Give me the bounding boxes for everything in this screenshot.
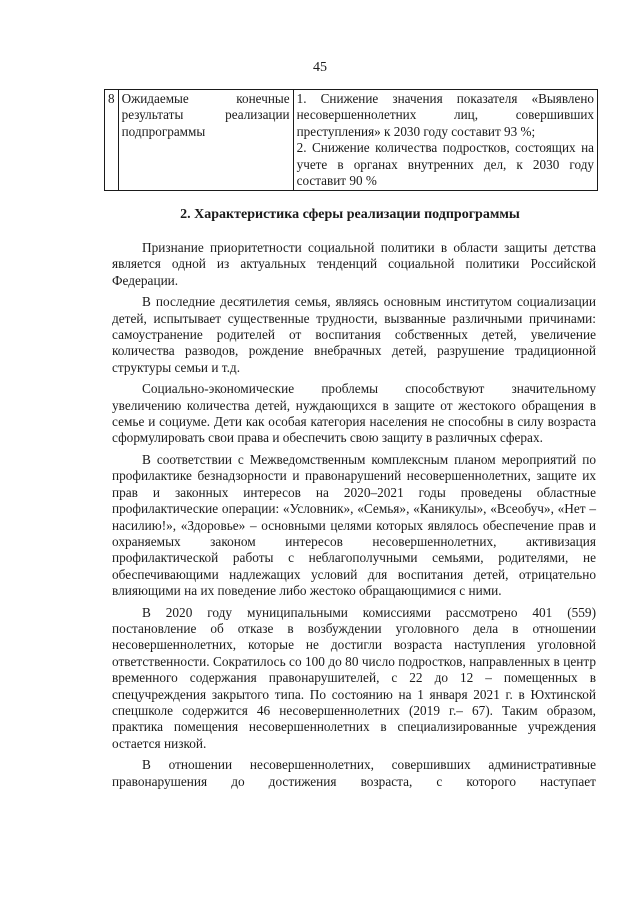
result-item-2: 2. Снижение количества подростков, состоящих на учете в органах внутренних дел, к 2030 году составит 90 % bbox=[296, 140, 594, 189]
subprogram-summary-table bbox=[104, 89, 598, 191]
paragraph-5: В 2020 году муниципальными комиссиями рассмотрено 401 (559) постановление об отказе в возбуждении уголовного дела в отношении несовершеннолетних, которые не достигли возраста наступления уголовной ответственности. Сократилось со 100 до 80 число подростков, направленных в центр временного содержания правонарушителей, с 22 до 12 – помещенных в спецучреждения закрытого типа. По состоянию на 1 января 2021 г. в Юхтинской спецшколе содержится 46 несовершеннолетних (2019 г.– 67). Таким образом, практика помещения несовершеннолетних в специализированные учреждения остается низкой. bbox=[112, 604, 596, 751]
row-name-cell: Ожидаемые конечные результаты реализации подпрограммы bbox=[118, 90, 293, 191]
paragraph-1: Признание приоритетности социальной политики в области защиты детства является одной из актуальных тенденций социальной политики Российской Федерации. bbox=[112, 240, 596, 288]
result-item-1: 1. Снижение значения показателя «Выявлено несовершеннолетних лиц, совершивших преступления» к 2030 году составит 93 %; bbox=[296, 91, 594, 139]
paragraph-4: В соответствии с Межведомственным комплексным планом мероприятий по профилактике безнадзорности и правонарушений несовершеннолетних, защите их прав и законных интересов на 2020–2021 годы проведены областные профилактические операции: «Условник», «Семья», «Каникулы», «Всеобуч», «Нет – насилию!», «Здоровье» – основными целями которых являлось обеспечение прав и охраняемых законом интересов несовершеннолетних, активизация профилактической работы с неблагополучными семьями, родителями, не обеспечивающими надлежащих условий для воспитания детей, отрицательно влияющими на их поведение либо жестоко обращающимися с ними. bbox=[112, 451, 596, 599]
table-row bbox=[105, 90, 598, 191]
paragraph-6: В отношении несовершеннолетних, совершивших административные правонарушения до достижения возраста, с которого наступает bbox=[112, 757, 596, 789]
paragraph-2: В последние десятилетия семья, являясь основным институтом социализации детей, испытывает существенные трудности, вызванные различными причинами: самоустранение родителей от воспитания собственных детей, увеличение количества разводов, рождение внебрачных детей, разрушение традиционной структуры семьи и т.д. bbox=[112, 294, 596, 375]
section-body bbox=[112, 240, 596, 790]
section-title: 2. Характеристика сферы реализации подпрограммы bbox=[180, 207, 520, 222]
row-value-cell bbox=[293, 90, 597, 191]
page-number: 45 bbox=[313, 60, 327, 75]
paragraph-3: Социально-экономические проблемы способствуют значительному увеличению количества детей, нуждающихся в защите от жестокого обращения в семье и социуме. Дети как особая категория населения не способны в силу возраста сформулировать свои права и обеспечить свою защиту в различных сферах. bbox=[112, 381, 596, 446]
row-number: 8 bbox=[105, 90, 119, 191]
